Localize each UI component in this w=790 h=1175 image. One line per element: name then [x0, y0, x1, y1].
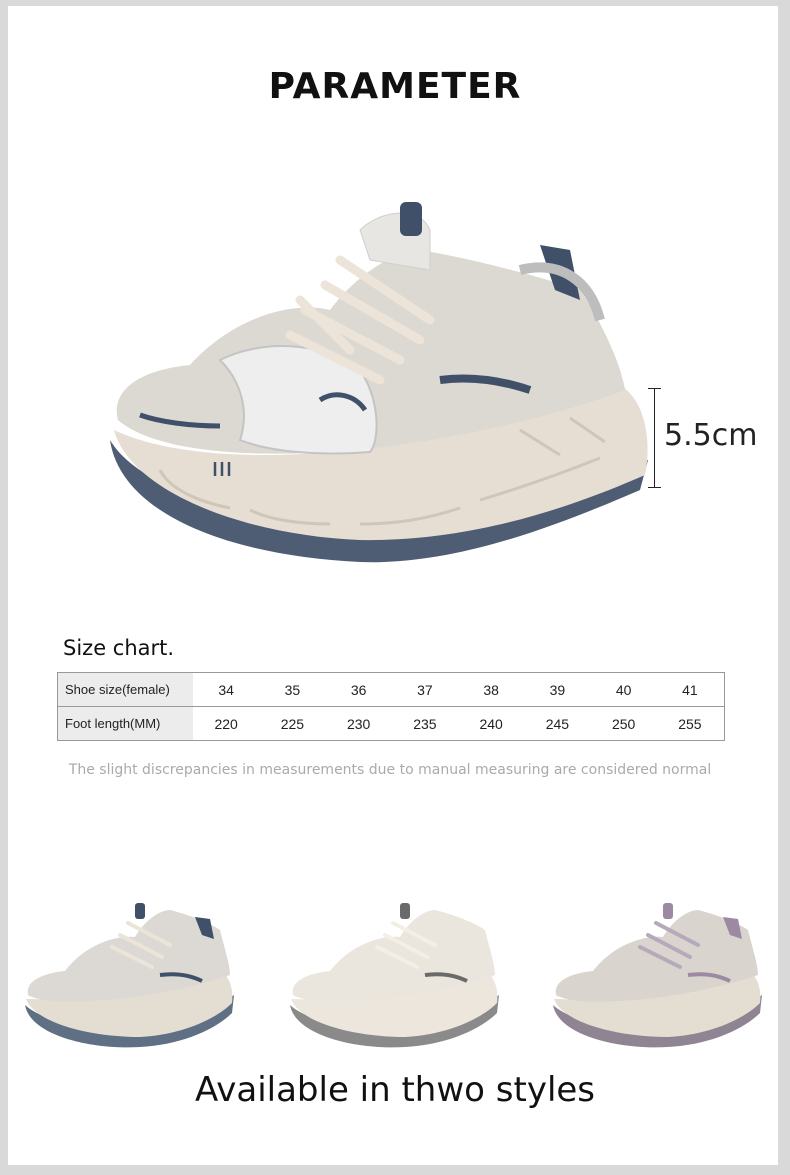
table-cell: 39: [524, 673, 590, 707]
page-title: PARAMETER: [268, 66, 522, 107]
table-cell: 245: [524, 707, 590, 741]
table-cell: 235: [392, 707, 458, 741]
hero-shoe-image: [100, 190, 660, 580]
row-header-foot-length: Foot length(MM): [58, 707, 194, 741]
height-measure-bracket: [645, 388, 665, 488]
table-cell: 220: [193, 707, 259, 741]
table-cell: 255: [657, 707, 723, 741]
table-cell: 225: [259, 707, 325, 741]
table-cell: 38: [458, 673, 524, 707]
size-chart-title: Size chart.: [63, 636, 175, 660]
styles-caption: Available in thwo styles: [194, 1070, 596, 1110]
table-cell-empty: [723, 673, 725, 707]
table-cell: 34: [193, 673, 259, 707]
table-cell: 250: [591, 707, 657, 741]
variant-shoe-grey-navy: [20, 895, 240, 1055]
height-label: 5.5cm: [664, 418, 758, 453]
table-cell: 35: [259, 673, 325, 707]
table-cell: 240: [458, 707, 524, 741]
table-cell: 41: [657, 673, 723, 707]
table-cell: 37: [392, 673, 458, 707]
table-cell-empty: [723, 707, 725, 741]
table-cell: 36: [326, 673, 392, 707]
measurement-note: The slight discrepancies in measurements due to manual measuring are considered normal: [68, 762, 712, 778]
table-cell: 40: [591, 673, 657, 707]
variant-shoe-cream-grey: [285, 895, 505, 1055]
row-header-shoe-size: Shoe size(female): [58, 673, 194, 707]
table-row-foot-length: [58, 707, 725, 741]
size-chart-table: [57, 672, 725, 741]
table-row-shoe-size: [58, 673, 725, 707]
variant-shoe-grey-lilac: [548, 895, 768, 1055]
table-cell: 230: [326, 707, 392, 741]
